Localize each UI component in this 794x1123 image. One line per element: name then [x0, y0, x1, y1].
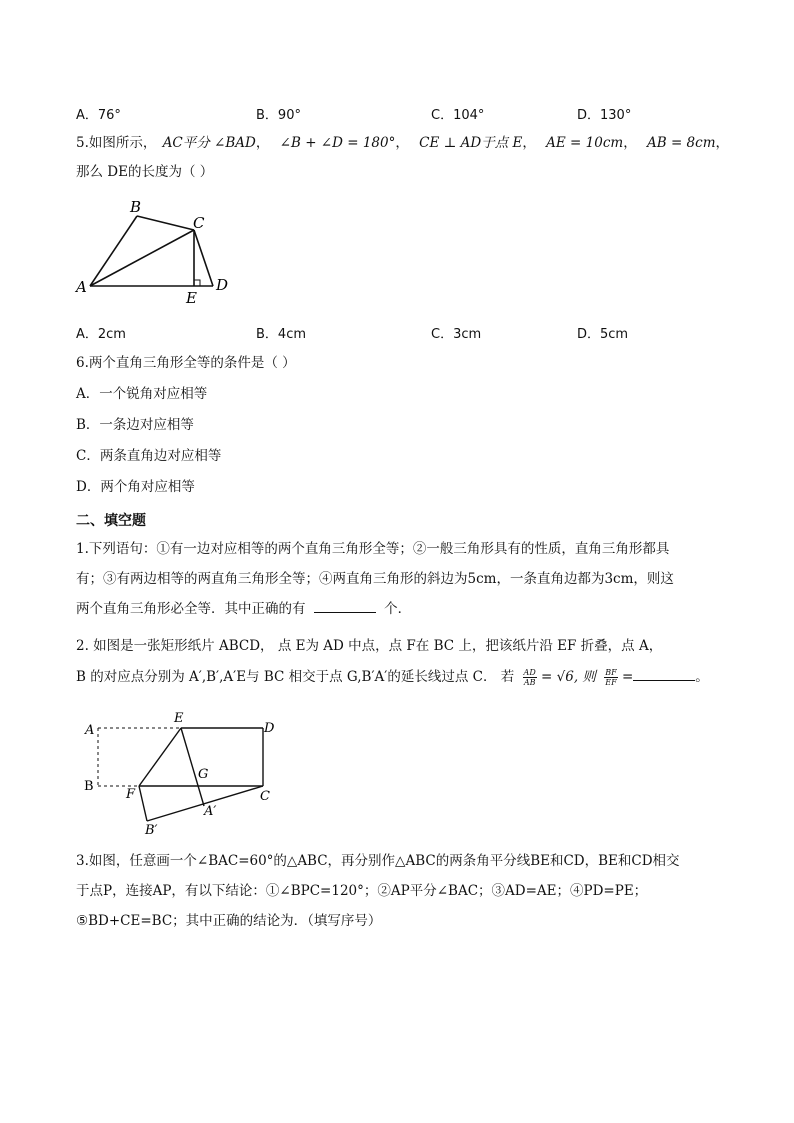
q6-option-b: B．一条边对应相等	[76, 417, 194, 433]
label-d: D	[216, 276, 229, 294]
segment-ac	[90, 230, 194, 286]
q5-option-d: D．5cm	[577, 327, 629, 342]
f2-ratio-ad-ab	[523, 668, 537, 687]
f2-line1: 2. 如图是一张矩形纸片 ABCD， 点 E为 AD 中点，点 F在 BC 上，把该纸片沿 EF 折叠，点 A，	[76, 638, 663, 654]
f1-line1: 1.下列语句：①有一边对应相等的两个直角三角形全等；②一般三角形具有的性质，直角三角形都具	[76, 541, 670, 557]
q5-cond-perpendicular: CE ⊥ AD于点 E	[419, 135, 523, 151]
label-b: B	[84, 779, 94, 794]
f3-line2: 于点P，连接AP，有以下结论：①∠BPC=120°；②AP平分∠BAC；③AD=AE；④PD=PE；	[76, 883, 648, 899]
f2-eq1: = √6, 则	[541, 669, 596, 685]
segment-cd	[194, 230, 213, 286]
f1-line3-end: 个．	[384, 601, 412, 617]
q6-option-c: C．两条直角边对应相等	[76, 448, 222, 464]
q5-option-b: B．4cm	[256, 327, 307, 342]
f3-line3: ⑤BD+CE=BC；其中正确的结论为．（填写序号）	[76, 913, 382, 929]
q5-stem-line1: 5.如图所示， AC平分 ∠BAD， ∠B + ∠D = 180°， CE ⊥ AD于点 E， AE = 10cm， AB = 8cm，	[76, 135, 729, 151]
q5-cond-ab: AB = 8cm	[646, 135, 716, 151]
f1-answer-blank[interactable]	[314, 600, 376, 613]
label-e: E	[186, 289, 197, 307]
f2-ratio-bf: BF	[605, 668, 617, 677]
segment-bc	[137, 216, 194, 230]
q6-stem: 6.两个直角三角形全等的条件是（ ）	[76, 355, 296, 371]
q5-option-c: C．3cm	[431, 327, 482, 342]
q4-option-b: B．90°	[256, 108, 301, 123]
f2-line2	[76, 667, 709, 687]
label-a-prime: A′	[204, 804, 217, 819]
q4-option-d: D．130°	[577, 108, 632, 123]
label-b-prime: B′	[145, 823, 158, 838]
f2-ratio-ef: EF	[605, 678, 617, 687]
q5-stem-line2: 那么 DE的长度为（ ）	[76, 164, 214, 180]
label-c: C	[193, 214, 205, 232]
f1-line2: 有；③有两边相等的两直角三角形全等；④两直角三角形的斜边为5cm，一条直角边都为3cm，则这	[76, 571, 674, 587]
f3-line1: 3.如图，任意画一个∠BAC=60°的△ABC，再分别作△ABC的两条角平分线BE和CD，BE和CD相交	[76, 853, 680, 869]
segment-ef	[139, 728, 181, 786]
f2-eq2: =	[621, 669, 634, 685]
label-g: G	[198, 767, 209, 782]
label-e: E	[174, 711, 184, 726]
f2-ratio-bf-ef	[604, 668, 617, 687]
f2-figure	[76, 708, 286, 840]
label-b: B	[130, 198, 142, 216]
f1-line3	[76, 599, 411, 619]
f2-line2-text: B 的对应点分别为 A′,B′,A′E与 BC 相交于点 G,B′A′的延长线过点 C． 若	[76, 669, 515, 685]
q5-cond-angles: ∠B + ∠D = 180°	[279, 135, 396, 151]
q4-option-a: A．76°	[76, 108, 121, 123]
section-heading: 二、填空题	[76, 513, 146, 529]
q5-stem-start: 5.如图所示，	[76, 135, 157, 151]
label-a: A	[76, 278, 87, 296]
q4-option-c: C．104°	[431, 108, 485, 123]
q5-cond-bisector: AC平分 ∠BAD	[162, 135, 256, 151]
q5-cond-ae: AE = 10cm	[546, 135, 624, 151]
label-f: F	[126, 787, 136, 802]
right-angle-mark	[194, 280, 200, 286]
q5-figure	[70, 196, 240, 308]
f2-answer-blank[interactable]	[633, 668, 695, 681]
f2-end: 。	[695, 669, 709, 685]
segment-ab	[90, 216, 137, 286]
label-d: D	[264, 721, 275, 736]
segment-fb1	[139, 786, 147, 821]
q6-option-a: A．一个锐角对应相等	[76, 386, 208, 402]
f2-ratio-ab: AB	[523, 678, 536, 687]
label-a: A	[85, 723, 95, 738]
q5-option-a: A．2cm	[76, 327, 126, 342]
label-c: C	[260, 789, 270, 804]
f2-ratio-ad: AD	[523, 668, 536, 677]
f1-line3-text: 两个直角三角形必全等．其中正确的有	[76, 601, 306, 617]
q6-option-d: D．两个角对应相等	[76, 479, 195, 495]
